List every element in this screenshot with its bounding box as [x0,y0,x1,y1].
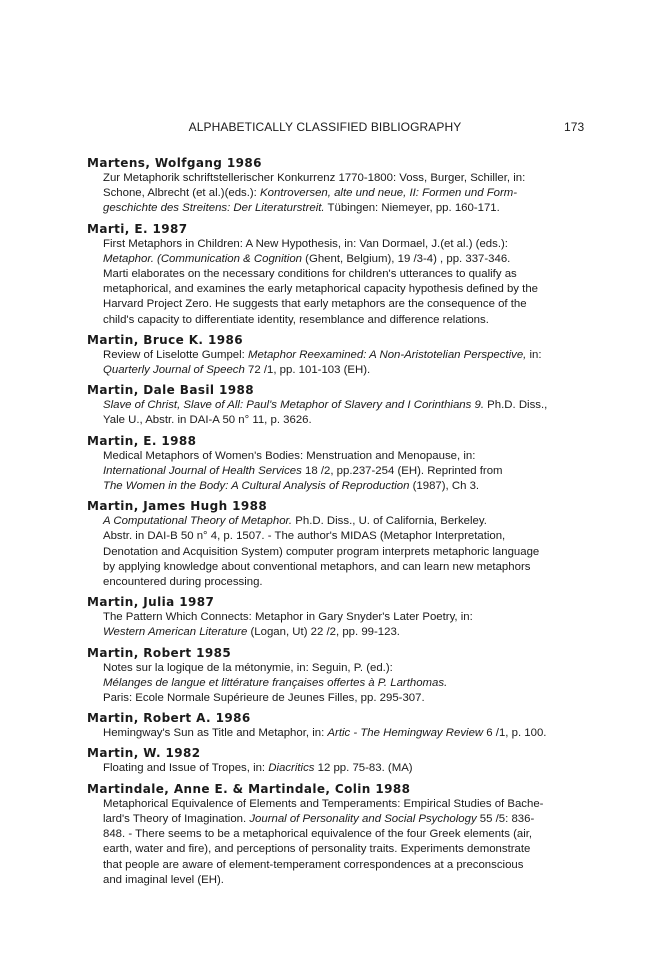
entry-line [103,726,557,741]
italic-title-text: Quarterly Journal of Speech [103,364,245,377]
entry-text: Paris: Ecole Normale Supérieure de Jeunes Filles, pp. 295-307. [103,692,425,705]
entry-text: Hemingway's Sun as Title and Metaphor, in: [103,727,328,740]
entry-heading: Martin, Julia 1987 [87,595,215,610]
bibliography-entry [87,645,557,707]
entry-text: Denotation and Acquisition System) computer program interprets metaphoric language [103,545,540,558]
entry-text: 12 pp. 75-83. (MA) [314,762,413,775]
entry-heading: Martin, Robert 1985 [87,645,232,660]
bibliography-entry [87,155,557,217]
entry-body [87,348,557,378]
entry-line [103,797,557,812]
entry-body [87,610,557,640]
entry-text: by applying knowledge about conventional metaphors, and can learn new metaphors [103,560,531,573]
entry-line [103,625,557,640]
entry-text: Ph.D. Diss., [484,399,548,412]
entry-line [103,812,557,827]
entry-text: Medical Metaphors of Women's Bodies: Menstruation and Menopause, in: [103,449,476,462]
entry-body [87,398,557,428]
entry-body [87,514,557,590]
entry-line [103,313,557,328]
entry-text: lard's Theory of Imagination. [103,812,250,825]
entry-text: Tübingen: Niemeyer, pp. 160-171. [324,202,500,215]
entry-line [103,297,557,312]
bibliography-entry [87,498,557,590]
entry-text: Metaphorical Equivalence of Elements and Temperaments: Empirical Studies of Bache- [103,797,544,810]
entry-line [103,691,557,706]
italic-title-text: Western American Literature [103,626,248,639]
italic-title-text: Metaphor. (Communication & Cognition [103,252,303,265]
entry-line [103,858,557,873]
entry-heading: Martin, E. 1988 [87,433,197,448]
entry-line [103,610,557,625]
entry-line [103,464,557,479]
entry-line [103,201,557,216]
entry-text: 55 /5: 836- [476,812,535,825]
bibliography-entry [87,332,557,378]
entry-line [103,171,557,186]
entry-text: 18 /2, pp.237-254 (EH). Reprinted from [301,464,503,477]
entry-text: metaphorical, and examines the early metaphorical capacity hypothesis defined by the [103,283,538,296]
entry-text: (Logan, Ut) 22 /2, pp. 99-123. [247,626,400,639]
entry-line [103,827,557,842]
entry-body [87,449,557,495]
italic-title-text: Mélanges de langue et littérature françaises offertes à P. Larthomas. [103,676,448,689]
entry-line [103,348,557,363]
entry-line [103,661,557,676]
entry-line [103,413,557,428]
entry-text: that people are aware of element-temperament correspondences at a preconscious [103,858,524,871]
entry-text: Harvard Project Zero. He suggests that early metaphors are the consequence of the [103,298,527,311]
entry-line [103,676,557,691]
bibliography-entry [87,382,557,428]
entry-text: 6 /1, p. 100. [483,727,547,740]
entry-text: Schone, Albrecht (et al.)(eds.): [103,187,261,200]
bibliography-entries [87,155,557,892]
bibliography-entry [87,710,557,741]
entry-text: Notes sur la logique de la métonymie, in: Seguin, P. (ed.): [103,661,393,674]
entry-text: encountered during processing. [103,576,263,589]
running-head [0,120,650,136]
entry-line [103,237,557,252]
entry-text: The Pattern Which Connects: Metaphor in Gary Snyder's Later Poetry, in: [103,611,473,624]
entry-line [103,449,557,464]
entry-line [103,529,557,544]
italic-title-text: The Women in the Body: A Cultural Analysis of Reproduction [103,480,410,493]
entry-text: Zur Metaphorik schriftstellerischer Konkurrenz 1770-1800: Voss, Burger, Schiller, in: [103,172,526,184]
italic-title-text: Kontroversen, alte und neue, II: Formen und Form- [260,187,518,200]
italic-title-text: Metaphor Reexamined: A Non-Aristotelian Perspective, [247,348,527,361]
entry-heading: Martin, Robert A. 1986 [87,711,251,726]
entry-text: (1987), Ch 3. [409,480,480,493]
entry-line [103,873,557,888]
entry-line [103,282,557,297]
entry-text: 848. - There seems to be a metaphorical equivalence of the four Greek elements (air, [103,828,533,841]
entry-text: earth, water and fire), and perceptions of personality traits. Experiments demonstrate [103,843,531,856]
entry-text: child's capacity to differentiate identity, resemblance and difference relations. [103,313,489,326]
italic-title-text: Slave of Christ, Slave of All: Paul's Metaphor of Slavery and I Corinthians 9. [103,399,484,412]
entry-body [87,237,557,328]
entry-body [87,726,557,741]
entry-line [103,842,557,857]
entry-line [103,514,557,529]
entry-line [103,575,557,590]
running-head-title: ALPHABETICALLY CLASSIFIED BIBLIOGRAPHY [188,120,462,134]
entry-heading: Martin, W. 1982 [87,746,201,761]
entry-heading: Martin, James Hugh 1988 [87,499,268,514]
entry-line [103,398,557,413]
entry-text: (Ghent, Belgium), 19 /3-4) , pp. 337-346. [302,252,511,265]
italic-title-text: International Journal of Health Services [103,464,302,477]
entry-line [103,761,557,776]
entry-heading: Martens, Wolfgang 1986 [87,156,262,170]
entry-line [103,560,557,575]
page-number: 173 [564,120,585,134]
entry-body [87,797,557,888]
entry-line [103,267,557,282]
entry-line [103,479,557,494]
italic-title-text: Diacritics [268,762,315,775]
italic-title-text: A Computational Theory of Metaphor. [103,515,293,528]
entry-text: Abstr. in DAI-B 50 n° 4, p. 1507. - The author's MIDAS (Metaphor Interpretation, [103,530,506,543]
entry-line [103,363,557,378]
entry-heading: Martin, Dale Basil 1988 [87,383,254,398]
entry-heading: Marti, E. 1987 [87,221,188,236]
entry-heading: Martin, Bruce K. 1986 [87,332,243,347]
entry-text: Review of Liselotte Gumpel: [103,348,248,361]
italic-title-text: Artic - The Hemingway Review [327,727,484,740]
entry-text: Ph.D. Diss., U. of California, Berkeley. [292,515,487,528]
entry-body [87,171,557,217]
italic-title-text: Journal of Personality and Social Psychology [249,812,477,825]
entry-line [103,252,557,267]
entry-text: and imaginal level (EH). [103,873,224,886]
entry-text: in: [526,348,542,361]
bibliography-entry [87,221,557,328]
bibliography-entry [87,594,557,640]
entry-text: First Metaphors in Children: A New Hypothesis, in: Van Dormael, J.(et al.) (eds.): [103,237,508,250]
bibliography-entry [87,433,557,495]
entry-line [103,186,557,201]
bibliography-entry [87,781,557,888]
italic-title-text: geschichte des Streitens: Der Literaturstreit. [103,202,325,215]
entry-line [103,545,557,560]
entry-heading: Martindale, Anne E. & Martindale, Colin 1988 [87,781,411,796]
entry-text: Marti elaborates on the necessary conditions for children's utterances to qualify as [103,268,517,281]
bibliography-entry [87,745,557,776]
entry-body [87,761,557,776]
entry-text: Floating and Issue of Tropes, in: [103,762,269,775]
entry-text: Yale U., Abstr. in DAI-A 50 n° 11, p. 3626. [103,414,312,427]
entry-text: 72 /1, pp. 101-103 (EH). [244,364,371,377]
entry-body [87,661,557,707]
